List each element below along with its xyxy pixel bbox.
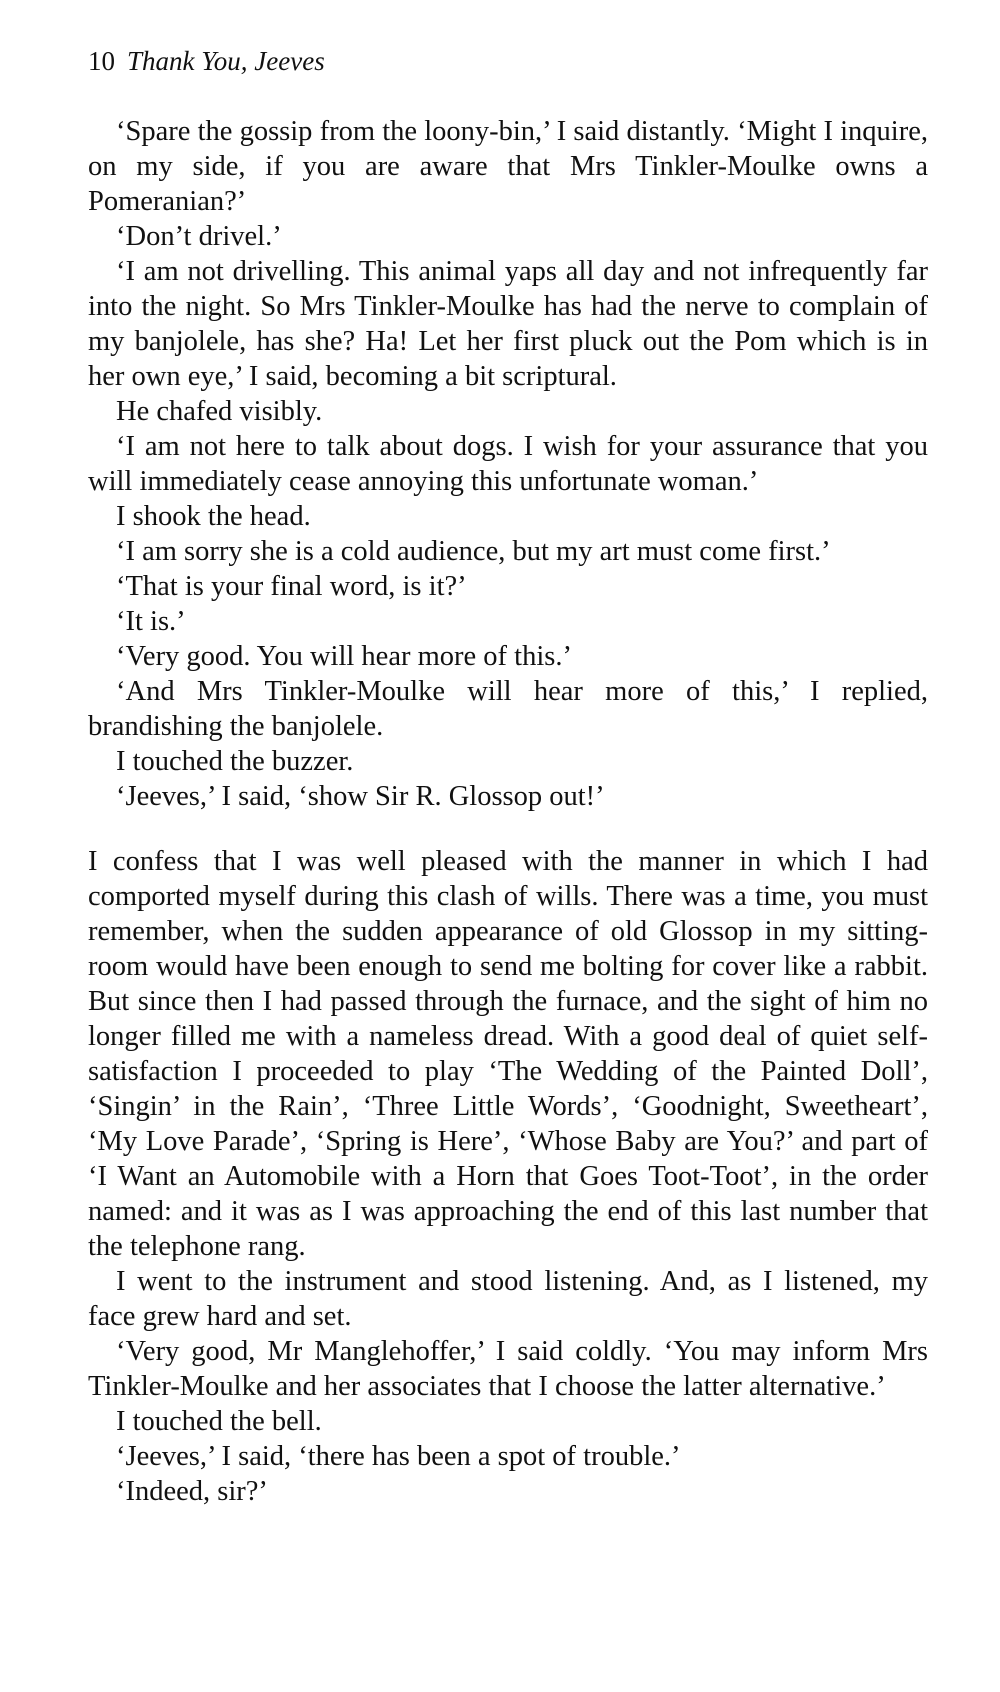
paragraph: I went to the instrument and stood listening. And, as I listened, my face grew hard and set. (88, 1266, 928, 1332)
paragraph: ‘Indeed, sir?’ (116, 1476, 268, 1507)
body-text (88, 114, 928, 1509)
paragraph: ‘I am not here to talk about dogs. I wish for your assurance that you will immediately cease annoying this unfortunate woman.’ (88, 431, 928, 497)
running-head (88, 42, 928, 80)
paragraph: He chafed visibly. (116, 396, 323, 427)
paragraph: ‘And Mrs Tinkler-Moulke will hear more of this,’ I replied, brandishing the banjolele. (88, 676, 928, 742)
page-number: 10 (88, 46, 115, 76)
paragraph: I touched the buzzer. (116, 746, 354, 777)
paragraph: I touched the bell. (116, 1406, 322, 1437)
paragraph: ‘I am not drivelling. This animal yaps all day and not infrequently far into the night. So Mrs Tinkler-Moulke has had the nerve to complain of my banjolele, has she? Ha! Let her first pluck out the Pom which is in her own eye,’ I said, becoming a bit scriptural. (88, 256, 928, 392)
paragraph: I shook the head. (116, 501, 311, 532)
paragraph: ‘Very good. You will hear more of this.’ (116, 641, 572, 672)
paragraph: I confess that I was well pleased with the manner in which I had comported myself during this clash of wills. There was a time, you must remember, when the sudden appearance of old Glossop in my sitting-room would have been enough to send me bolting for cover like a rabbit. But since then I had passed through the furnace, and the sight of him no longer filled me with a nameless dread. With a good deal of quiet self-satisfaction I proceeded to play ‘The Wedding of the Painted Doll’, ‘Singin’ in the Rain’, ‘Three Little Words’, ‘Goodnight, Sweetheart’, ‘My Love Parade’, ‘Spring is Here’, ‘Whose Baby are You?’ and part of ‘I Want an Automobile with a Horn that Goes Toot-Toot’, in the order named: and it was as I was approaching the end of this last number that the telephone rang. (88, 846, 928, 1262)
paragraph: ‘Don’t drivel.’ (116, 221, 282, 252)
paragraph: ‘Jeeves,’ I said, ‘there has been a spot of trouble.’ (116, 1441, 681, 1472)
paragraph: ‘Very good, Mr Manglehoffer,’ I said coldly. ‘You may inform Mrs Tinkler-Moulke and her associates that I choose the latter alternative.’ (88, 1336, 928, 1402)
book-title: Thank You, Jeeves (127, 46, 325, 76)
paragraph: ‘Jeeves,’ I said, ‘show Sir R. Glossop out!’ (116, 781, 605, 812)
paragraph: ‘I am sorry she is a cold audience, but my art must come first.’ (116, 536, 831, 567)
paragraph: ‘Spare the gossip from the loony-bin,’ I said distantly. ‘Might I inquire, on my side, if you are aware that Mrs Tinkler-Moulke owns a Pomeranian?’ (88, 116, 928, 217)
paragraph: ‘That is your final word, is it?’ (116, 571, 467, 602)
paragraph: ‘It is.’ (116, 606, 186, 637)
